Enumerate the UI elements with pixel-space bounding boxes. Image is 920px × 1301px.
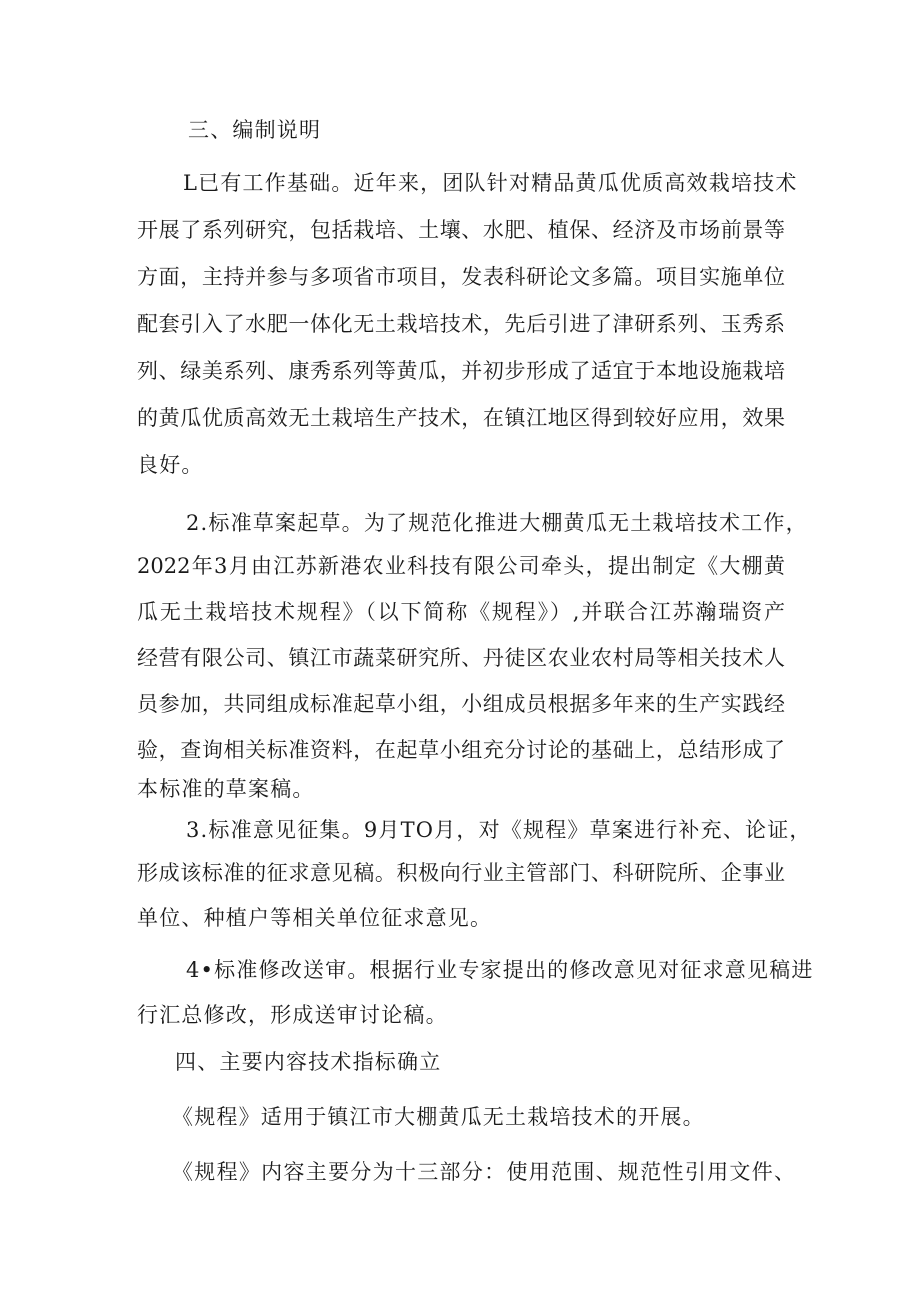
section-3-para-1-line-3: 方面，主持并参与多项省市项目，发表科研论文多篇。项目实施单位 xyxy=(137,265,785,289)
section-3-para-3-line-1: 3.标准意见征集。9月TO月，对《规程》草案进行补充、论证， xyxy=(186,818,812,842)
section-3-para-1-line-1: L已有工作基础。近年来，团队针对精品黄瓜优质高效栽培技术 xyxy=(183,171,798,195)
section-3-para-1-line-6: 的黄瓜优质高效无土栽培生产技术，在镇江地区得到较好应用，效果 xyxy=(137,406,785,430)
section-3-para-1-line-2: 开展了系列研究，包括栽培、土壤、水肥、植保、经济及市场前景等 xyxy=(137,218,785,242)
section-4-para-2: 《规程》内容主要分为十三部分：使用范围、规范性引用文件、 xyxy=(172,1160,795,1184)
section-3-para-2-line-6: 验，查询相关标准资料，在起草小组充分讨论的基础上，总结形成了 xyxy=(137,738,785,762)
section-3-para-4-line-2: 行汇总修改，形成送审讨论稿。 xyxy=(137,1003,448,1027)
section-3-para-2-line-5: 员参加，共同组成标准起草小组，小组成员根据多年来的生产实践经 xyxy=(137,692,785,716)
section-3-para-3-line-3: 单位、种植户等相关单位征求意见。 xyxy=(137,906,493,930)
section-3-para-2-line-3: 瓜无土栽培技术规程》（以下简称《规程》）,并联合江苏瀚瑞资产 xyxy=(137,600,785,624)
section-3-para-4-line-1: 4•标准修改送审。根据行业专家提出的修改意见对征求意见稿进 xyxy=(186,958,814,982)
section-3-para-1-line-5: 列、绿美系列、康秀系列等黄瓜，并初步形成了适宜于本地设施栽培 xyxy=(137,359,785,383)
section-3-para-1-line-4: 配套引入了水肥一体化无土栽培技术，先后引进了津研系列、玉秀系 xyxy=(137,312,785,336)
section-3-heading: 三、编制说明 xyxy=(188,118,322,142)
section-3-para-2-line-4: 经营有限公司、镇江市蔬菜研究所、丹徒区农业农村局等相关技术人 xyxy=(137,646,785,670)
section-3-para-1-line-7: 良好。 xyxy=(137,453,204,477)
section-3-para-2-line-7: 本标准的草案稿。 xyxy=(137,777,315,801)
section-4-para-1: 《规程》适用于镇江市大棚黄瓜无土栽培技术的开展。 xyxy=(172,1105,705,1129)
section-3-para-2-line-2: 2022年3月由江苏新港农业科技有限公司牵头，提出制定《大棚黄 xyxy=(137,554,785,578)
section-3-para-2-line-1: 2.标准草案起草。为了规范化推进大棚黄瓜无土栽培技术工作， xyxy=(186,511,808,535)
section-4-heading: 四、主要内容技术指标确立 xyxy=(175,1050,442,1074)
section-3-para-3-line-2: 形成该标准的征求意见稿。积极向行业主管部门、科研院所、企事业 xyxy=(137,861,785,885)
